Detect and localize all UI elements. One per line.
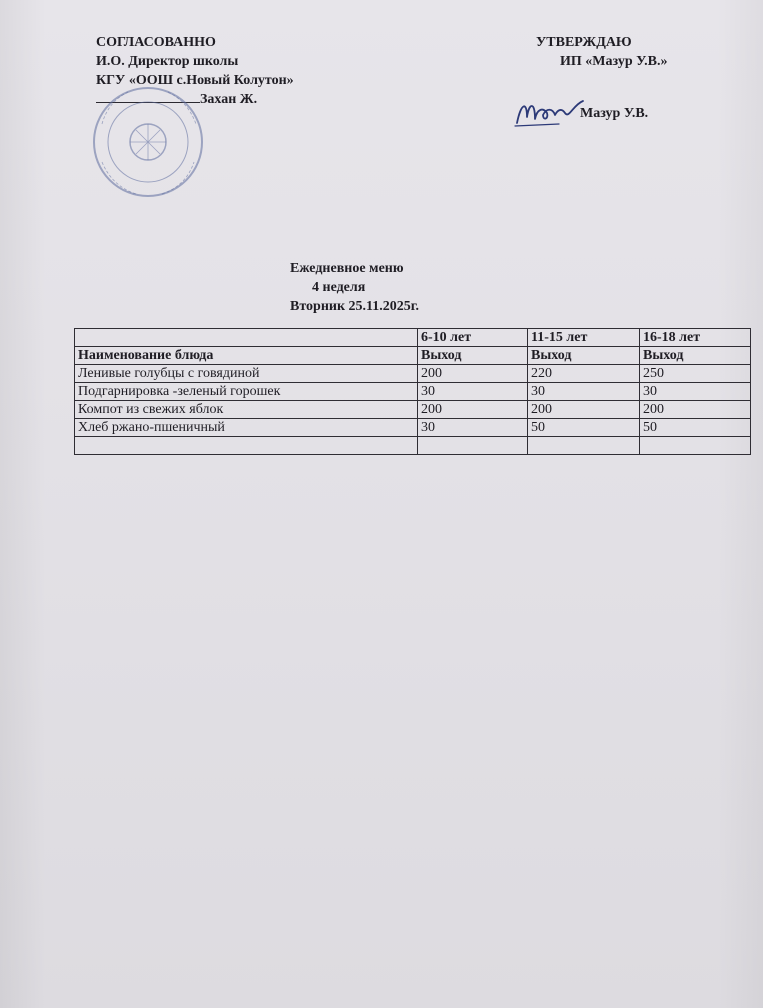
table-cell-value: 200 [528,401,640,419]
stamp-icon [88,84,226,204]
table-row [75,401,751,419]
table-row [75,419,751,437]
table-row [75,365,751,383]
table-header-row [75,347,751,365]
approval-heading-right: УТВЕРЖДАЮ [536,35,632,50]
menu-table-body [75,329,751,455]
table-cell-value: 200 [640,401,751,419]
table-cell-value: 30 [418,383,528,401]
approver-name: Мазур У.В. [580,106,649,121]
table-cell-value: 16-18 лет [640,329,751,347]
table-cell-value: 6-10 лет [418,329,528,347]
table-cell-value: Выход [418,347,528,365]
handwritten-signature-icon [513,95,589,131]
approval-block-right [536,33,667,71]
table-cell-dish: Наименование блюда [75,347,418,365]
table-cell-dish: Подгарнировка -зеленый горошек [75,383,418,401]
table-cell-value: 30 [640,383,751,401]
table-cell-value: 220 [528,365,640,383]
table-cell-value: 30 [418,419,528,437]
menu-date: Вторник 25.11.2025г. [290,299,420,314]
school-name: КГУ «ООШ с.Новый Колутон» [96,73,294,88]
table-row [75,437,751,455]
table-cell-value: 200 [418,365,528,383]
table-cell-value: Выход [640,347,751,365]
approval-heading-left: СОГЛАСОВАННО [96,35,216,50]
table-cell-value: Выход [528,347,640,365]
table-cell-value [640,437,751,455]
director-position: И.О. Директор школы [96,54,239,69]
menu-title-block [290,259,419,316]
table-row [75,383,751,401]
table-cell-value: 50 [528,419,640,437]
director-name: Захан Ж. [200,92,258,107]
table-cell-dish [75,437,418,455]
menu-table [74,328,751,455]
entrepreneur-name: ИП «Мазур У.В.» [560,54,668,69]
table-cell-value [528,437,640,455]
table-cell-dish: Ленивые голубцы с говядиной [75,365,418,383]
table-cell-dish: Компот из свежих яблок [75,401,418,419]
table-cell-value: 30 [528,383,640,401]
table-cell-value: 50 [640,419,751,437]
table-header-age-row [75,329,751,347]
menu-title: Ежедневное меню [290,261,404,276]
table-cell-dish: Хлеб ржано-пшеничный [75,419,418,437]
table-cell-value [418,437,528,455]
table-cell-dish [75,329,418,347]
table-cell-value: 200 [418,401,528,419]
menu-week: 4 неделя [312,280,366,295]
table-cell-value: 250 [640,365,751,383]
table-cell-value: 11-15 лет [528,329,640,347]
